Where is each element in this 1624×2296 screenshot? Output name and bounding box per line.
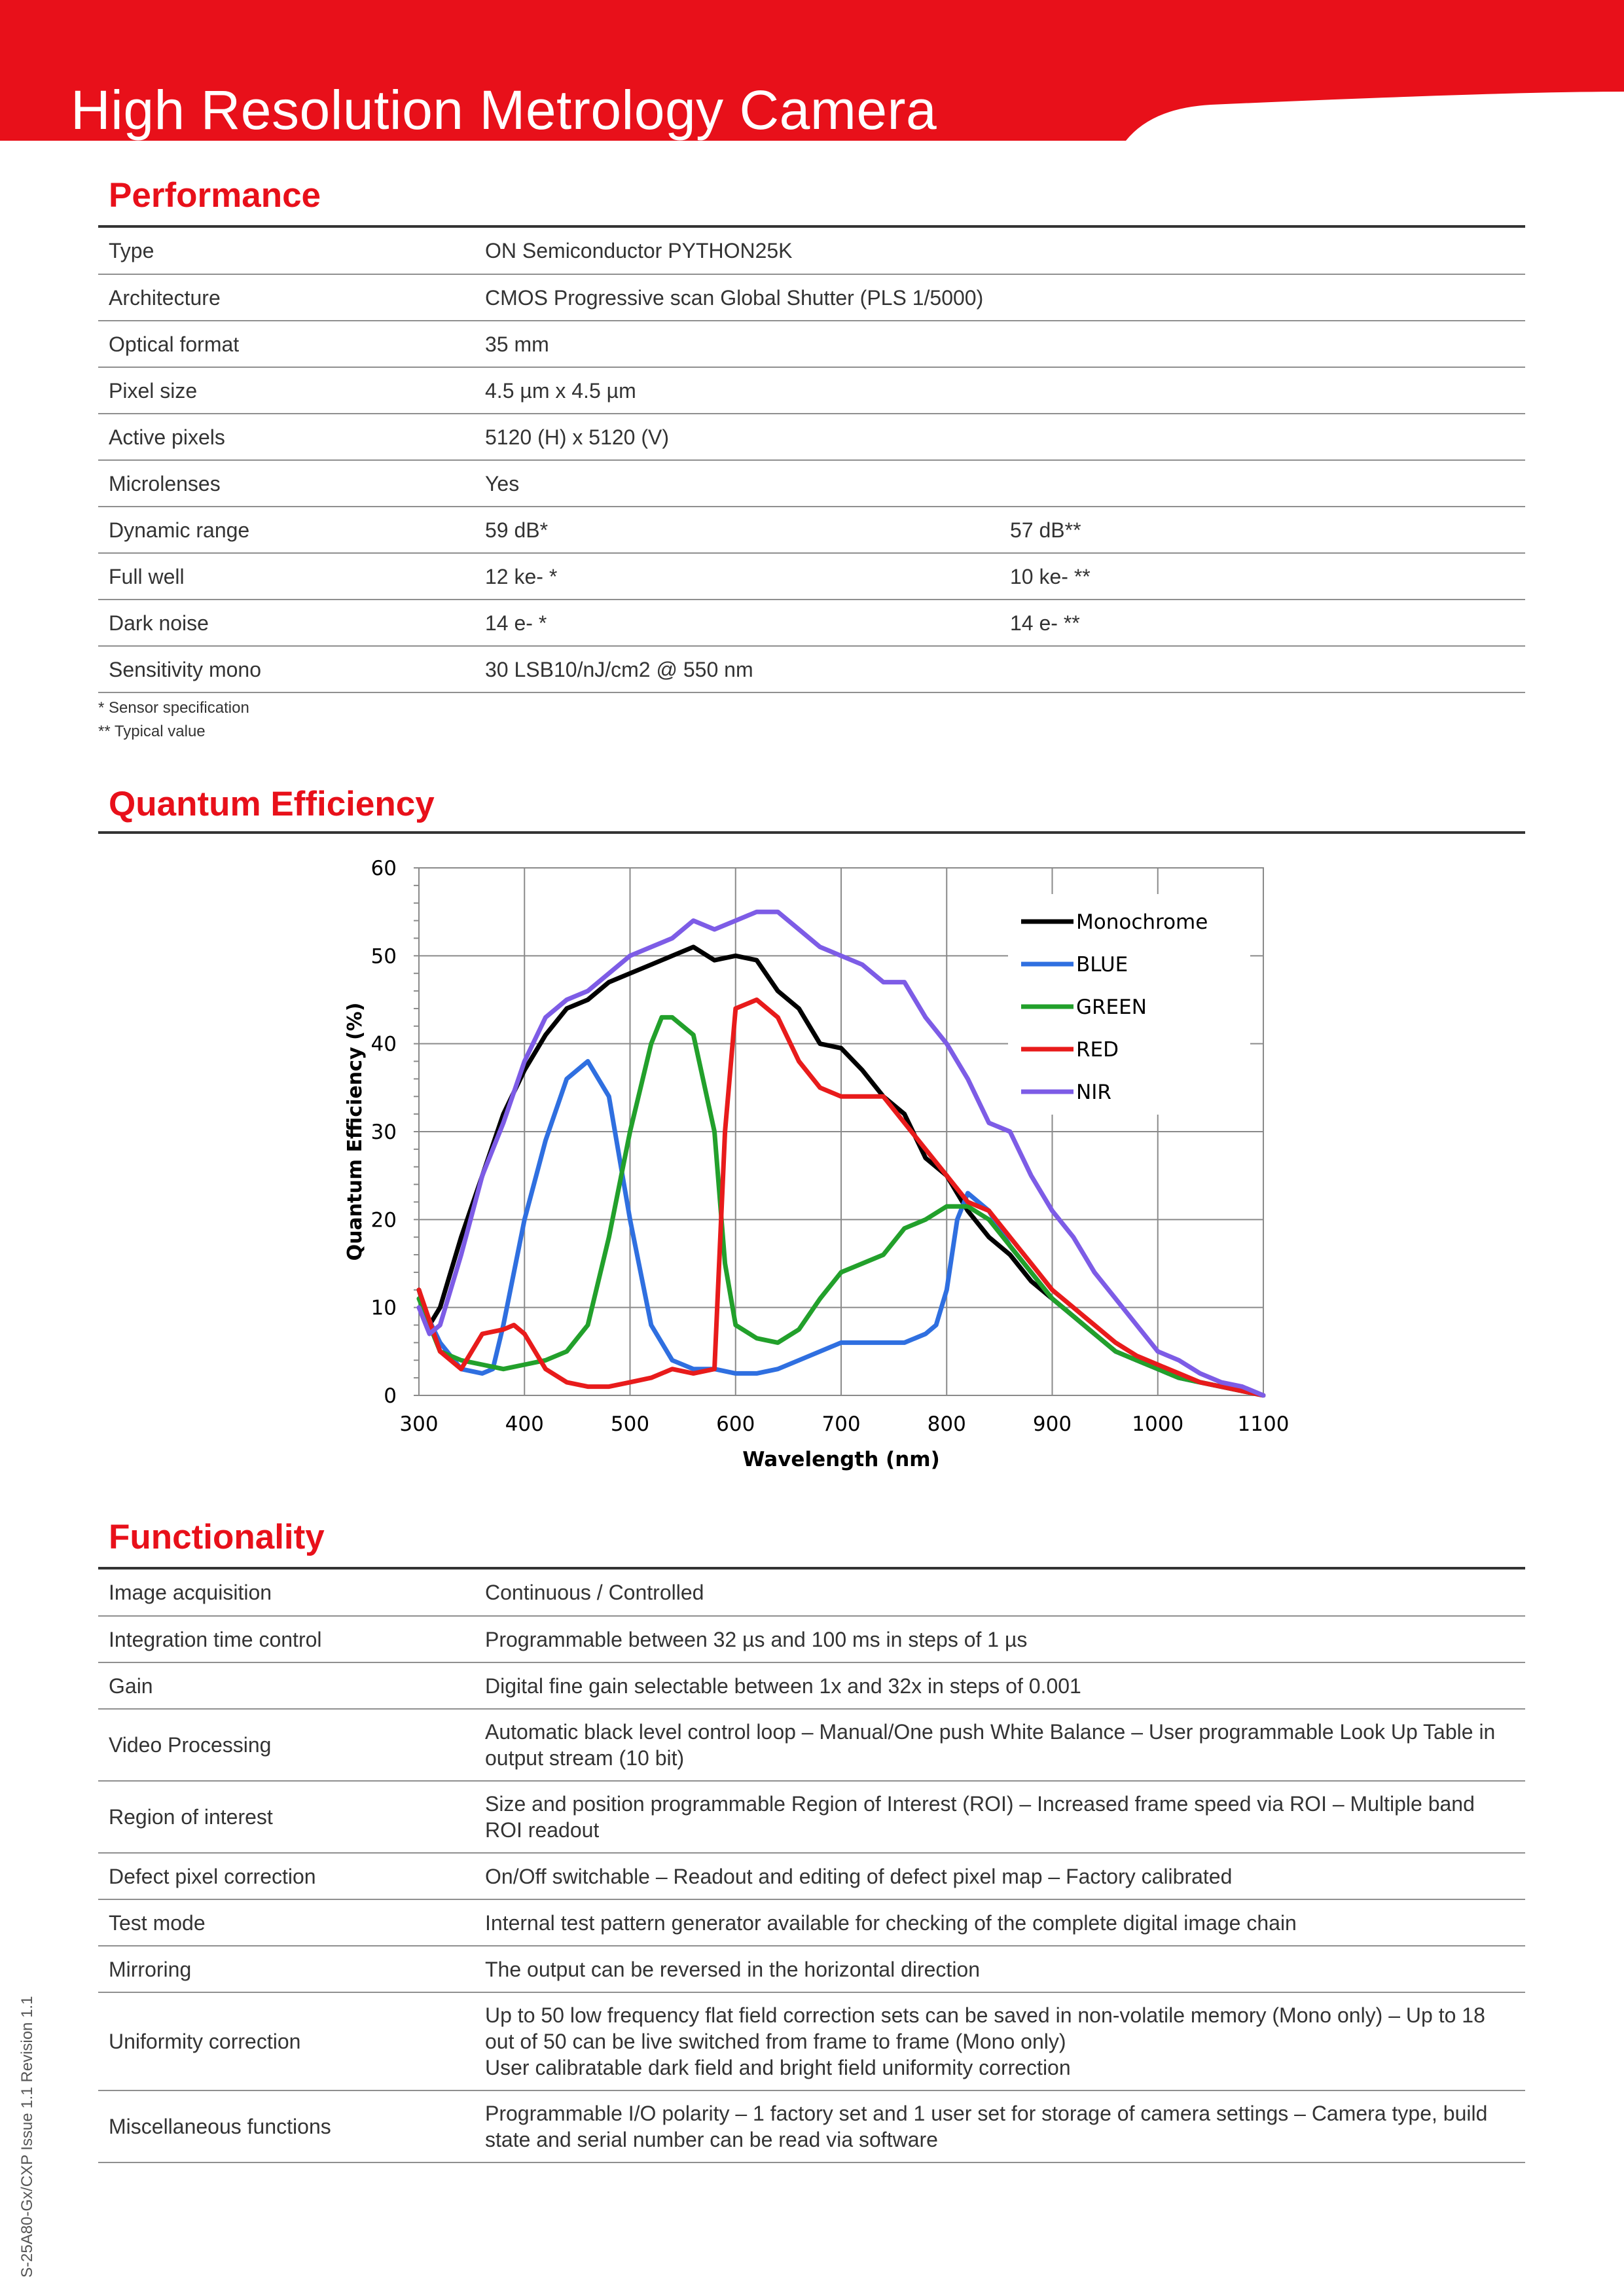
spec-label: Test mode bbox=[98, 1899, 475, 1946]
spec-label: Mirroring bbox=[98, 1946, 475, 1992]
table-row bbox=[98, 1899, 1525, 1946]
legend-label: Monochrome bbox=[1076, 910, 1208, 934]
x-tick-label: 400 bbox=[505, 1412, 544, 1436]
x-tick-label: 1000 bbox=[1132, 1412, 1184, 1436]
spec-value: Continuous / Controlled bbox=[475, 1570, 1525, 1616]
x-axis-title: Wavelength (nm) bbox=[742, 1448, 940, 1471]
document-title: High Resolution Metrology Camera bbox=[71, 79, 937, 141]
spec-label: Video Processing bbox=[98, 1709, 475, 1781]
spec-typical-value: 14 e- ** bbox=[1000, 600, 1525, 646]
functionality-table bbox=[98, 1570, 1525, 2163]
quantum-efficiency-heading: Quantum Efficiency bbox=[109, 785, 435, 823]
spec-typical-value bbox=[1000, 367, 1525, 414]
spec-label: Optical format bbox=[98, 321, 475, 367]
spec-label: Image acquisition bbox=[98, 1570, 475, 1616]
spec-value: 14 e- * bbox=[475, 600, 1000, 646]
x-tick-label: 900 bbox=[1032, 1412, 1072, 1436]
spec-value: ON Semiconductor PYTHON25K bbox=[475, 228, 1000, 274]
table-row bbox=[98, 367, 1525, 414]
performance-heading: Performance bbox=[109, 176, 321, 215]
table-row bbox=[98, 507, 1525, 553]
spec-label: Gain bbox=[98, 1662, 475, 1709]
spec-typical-value bbox=[1000, 414, 1525, 460]
x-tick-label: 1100 bbox=[1237, 1412, 1290, 1436]
x-tick-label: 500 bbox=[610, 1412, 650, 1436]
x-tick-label: 600 bbox=[716, 1412, 755, 1436]
spec-value: Digital fine gain selectable between 1x and 32x in steps of 0.001 bbox=[475, 1662, 1525, 1709]
spec-typical-value: 10 ke- ** bbox=[1000, 553, 1525, 600]
legend-label: RED bbox=[1076, 1038, 1119, 1062]
spec-value: Yes bbox=[475, 460, 1000, 507]
spec-typical-value bbox=[1000, 646, 1525, 692]
spec-value: Automatic black level control loop – Manual/One push White Balance – User programmable Look Up Table in output stream (10 bit) bbox=[475, 1709, 1525, 1781]
quantum-efficiency-rule bbox=[98, 831, 1525, 834]
table-row bbox=[98, 460, 1525, 507]
spec-typical-value bbox=[1000, 460, 1525, 507]
spec-label: Region of interest bbox=[98, 1781, 475, 1853]
y-tick-label: 60 bbox=[370, 857, 397, 880]
y-tick-label: 30 bbox=[370, 1121, 397, 1144]
table-row bbox=[98, 1781, 1525, 1853]
y-tick-label: 0 bbox=[384, 1384, 397, 1408]
qe-chart bbox=[327, 844, 1309, 1486]
spec-typical-value bbox=[1000, 274, 1525, 321]
spec-value: Up to 50 low frequency flat field correction sets can be saved in non-volatile memory (Mono only) – Up to 18 out of 50 can be live switched from frame to frame (Mono only) User calibratable dark field and bright field uniformity correction bbox=[475, 1992, 1525, 2090]
x-tick-label: 800 bbox=[927, 1412, 966, 1436]
spec-label: Uniformity correction bbox=[98, 1992, 475, 2090]
y-tick-label: 20 bbox=[370, 1208, 397, 1232]
legend-label: GREEN bbox=[1076, 996, 1147, 1019]
table-row bbox=[98, 1946, 1525, 1992]
table-row bbox=[98, 553, 1525, 600]
spec-value: Programmable I/O polarity – 1 factory set and 1 user set for storage of camera settings – Camera type, build state and serial number can be read via software bbox=[475, 2090, 1525, 2162]
y-tick-label: 50 bbox=[370, 944, 397, 969]
spec-value: 12 ke- * bbox=[475, 553, 1000, 600]
y-tick-label: 10 bbox=[370, 1296, 397, 1320]
table-row bbox=[98, 274, 1525, 321]
spec-label: Miscellaneous functions bbox=[98, 2090, 475, 2162]
spec-value: On/Off switchable – Readout and editing of defect pixel map – Factory calibrated bbox=[475, 1853, 1525, 1899]
chart-legend bbox=[1008, 894, 1250, 1115]
spec-value: 35 mm bbox=[475, 321, 1000, 367]
spec-typical-value bbox=[1000, 321, 1525, 367]
spec-value: Programmable between 32 µs and 100 ms in steps of 1 µs bbox=[475, 1616, 1525, 1662]
spec-label: Microlenses bbox=[98, 460, 475, 507]
spec-value: CMOS Progressive scan Global Shutter (PLS 1/5000) bbox=[475, 274, 1000, 321]
x-tick-label: 700 bbox=[821, 1412, 861, 1436]
spec-value: Internal test pattern generator available for checking of the complete digital image chain bbox=[475, 1899, 1525, 1946]
spec-label: Integration time control bbox=[98, 1616, 475, 1662]
table-row bbox=[98, 321, 1525, 367]
spec-value: 5120 (H) x 5120 (V) bbox=[475, 414, 1000, 460]
functionality-heading: Functionality bbox=[109, 1518, 325, 1556]
spec-typical-value bbox=[1000, 228, 1525, 274]
performance-table bbox=[98, 228, 1525, 693]
legend-label: BLUE bbox=[1076, 953, 1128, 977]
footnote-sensor: * Sensor specification bbox=[98, 699, 249, 717]
spec-value: Size and position programmable Region of Interest (ROI) – Increased frame speed via ROI – Multiple band ROI readout bbox=[475, 1781, 1525, 1853]
spec-label: Defect pixel correction bbox=[98, 1853, 475, 1899]
table-row bbox=[98, 1709, 1525, 1781]
spec-value: The output can be reversed in the horizontal direction bbox=[475, 1946, 1525, 1992]
table-row bbox=[98, 1616, 1525, 1662]
document-code: S-25A80-Gx/CXP Issue 1.1 Revision 1.1 bbox=[18, 1996, 36, 2278]
y-axis-title: Quantum Efficiency (%) bbox=[344, 1002, 367, 1261]
table-row bbox=[98, 1570, 1525, 1616]
table-row bbox=[98, 2090, 1525, 2162]
x-tick-label: 300 bbox=[399, 1412, 439, 1436]
spec-label: Full well bbox=[98, 553, 475, 600]
spec-typical-value: 57 dB** bbox=[1000, 507, 1525, 553]
table-row bbox=[98, 600, 1525, 646]
spec-label: Active pixels bbox=[98, 414, 475, 460]
footnote-typical: ** Typical value bbox=[98, 723, 206, 740]
table-row bbox=[98, 1992, 1525, 2090]
table-row bbox=[98, 646, 1525, 692]
table-row bbox=[98, 414, 1525, 460]
table-row bbox=[98, 1662, 1525, 1709]
spec-value: 59 dB* bbox=[475, 507, 1000, 553]
y-tick-label: 40 bbox=[370, 1032, 397, 1056]
spec-label: Dynamic range bbox=[98, 507, 475, 553]
legend-label: NIR bbox=[1076, 1081, 1111, 1104]
spec-label: Type bbox=[98, 228, 475, 274]
spec-label: Sensitivity mono bbox=[98, 646, 475, 692]
table-row bbox=[98, 228, 1525, 274]
spec-value: 4.5 µm x 4.5 µm bbox=[475, 367, 1000, 414]
spec-value: 30 LSB10/nJ/cm2 @ 550 nm bbox=[475, 646, 1000, 692]
table-row bbox=[98, 1853, 1525, 1899]
spec-label: Pixel size bbox=[98, 367, 475, 414]
spec-label: Architecture bbox=[98, 274, 475, 321]
spec-label: Dark noise bbox=[98, 600, 475, 646]
